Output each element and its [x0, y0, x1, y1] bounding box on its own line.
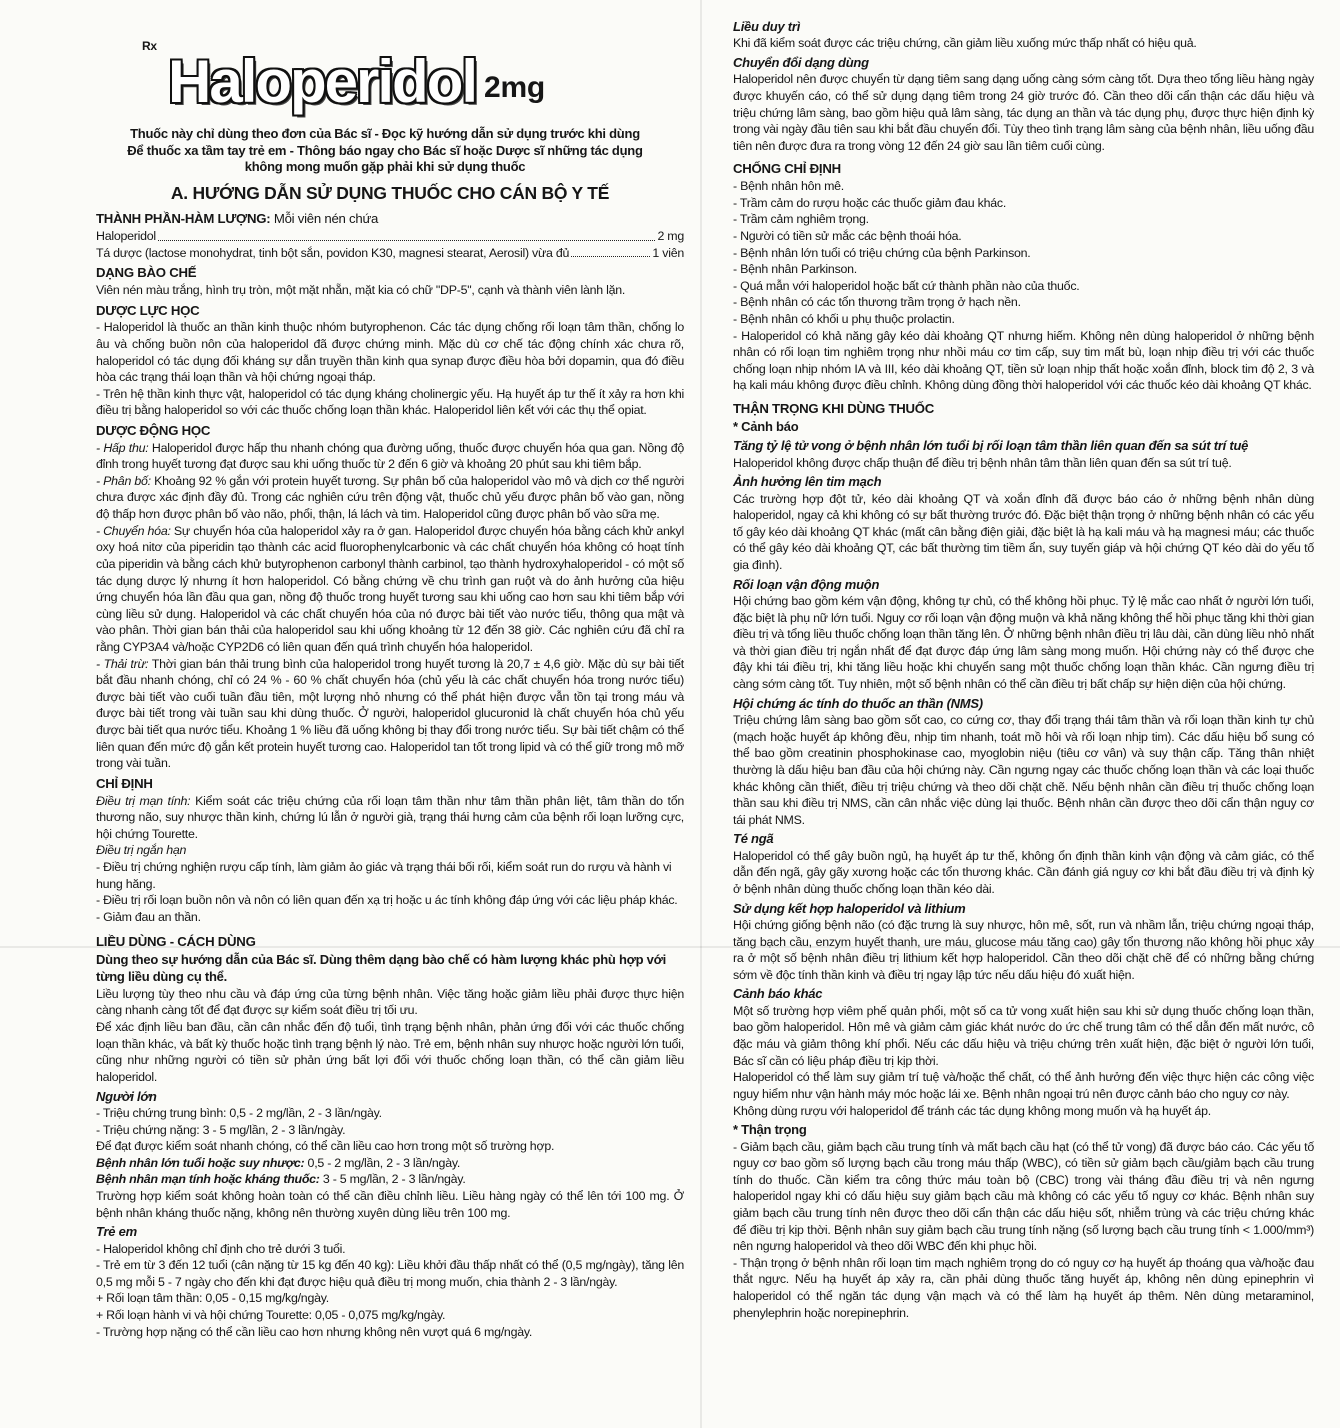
- other-warnings-heading: Cảnh báo khác: [733, 986, 823, 1002]
- dosage-child-item: - Trường hợp nặng có thể cần liều cao hơn nhưng không nên vượt quá 6 mg/ngày.: [96, 1324, 533, 1339]
- dosage-elderly-text: 0,5 - 2 mg/lần, 2 - 3 lần/ngày.: [304, 1155, 461, 1170]
- pk-label: - Phân bố:: [96, 473, 151, 488]
- dosage-elderly-label: Bệnh nhân lớn tuổi hoặc suy nhược:: [96, 1155, 305, 1170]
- contraindication-item: - Quá mẫn với haloperidol hoặc bất cứ thành phần nào của thuốc.: [733, 278, 1080, 293]
- section-a-title: A. HƯỚNG DẪN SỬ DỤNG THUỐC CHO CÁN BỘ Y TẾ: [170, 182, 610, 203]
- contraindication-item: - Bệnh nhân có khối u phụ thuộc prolactin.: [733, 312, 955, 327]
- caution-paragraph: - Giảm bạch cầu, giảm bạch cầu trung tính và mất bạch cầu hạt (có thể tử vong) đã được báo cáo. Các yếu tố nguy cơ bao gồm số lượng bạch cầu trong máu thấp (WBC), có tiền sử giảm bạch cầu/giảm bạch cầu trung tính do thuốc. Cần kiểm tra công thức máu toàn bộ (CBC) trong vài tháng đầu điều trị và nên ngưng haloperidol ngay khi có dấu hiệu suy giảm bạch cầu mà không có các yếu tố nguy cơ khác. Bệnh nhân suy giảm bạch cầu trung tính nên được theo dõi cẩn thận các dấu hiệu sốt, nhiễm trùng và các triệu chứng khác để điều trị kịp thời. Bệnh nhân suy giảm bạch cầu trung tính nặng (số lượng bạch cầu trung tính < 1.000/mm³) nên ngưng haloperidol và theo dõi WBC đến khi phục hồi.: [733, 1139, 1314, 1254]
- dosage-paragraph: Liều lượng tùy theo nhu cầu và đáp ứng của từng bệnh nhân. Việc tăng hoặc giảm liều phải được thực hiện càng nhanh càng tốt để đạt được sự kiểm soát điều trị tối ưu.: [96, 986, 684, 1018]
- pk-elimination: [96, 656, 684, 772]
- dosage-chronic-note: Trường hợp kiểm soát không hoàn toàn có thể cần điều chỉnh liều. Liều hàng ngày có thể lên tới 100 mg. Ở bệnh nhân kháng thuốc nặng, không nên thường xuyên dùng liều trên 100 mg.: [96, 1188, 684, 1220]
- pk-text: Sự chuyển hóa của haloperidol xảy ra ở gan. Haloperidol được chuyển hóa bằng cách khử ankyl oxy hoá nitơ của piperidin tạo thành các acid fluorophenylcarbonic và các chất chuyển hóa không có hoạt tính của piperidin và bằng cách khử butyrophenon carbonyl thành carbinol, tạo thành hydroxyhaloperidol - có một số tác dụng dược lý nhưng ít hơn haloperidol. Có bằng chứng về chu trình gan ruột và do ảnh hưởng của hiệu ứng chuyển hóa lần đầu qua gan, nồng độ thuốc trong huyết tương sau khi uống cao hơn sau khi tiêm bắp với cùng liều sử dụng. Haloperidol và các chất chuyển hóa của nó được bài tiết vào nước tiểu, thông qua mật và vào phân. Thời gian bán thải của haloperidol sau khi uống khoảng từ 12 đến 38 giờ. Các nghiên cứu đã chỉ ra rằng CYP3A4 và/hoặc CYP2D6 có liên quan đến quá trình chuyển hóa haloperidol.: [96, 523, 684, 654]
- composition-intro: Mỗi viên nén chứa: [273, 211, 379, 227]
- dosage-form-heading: DẠNG BÀO CHẾ: [96, 265, 197, 281]
- tardive-text: Hội chứng bao gồm kém vận động, không tự chủ, có thể không hồi phục. Tỷ lệ mắc cao nhất ở người lớn tuổi, đặc biệt là phụ nữ lớn tuổi. Nguy cơ rối loạn vận động muộn và khả năng không thể hồi phục tăng khi thời gian điều trị và tổng liều thuốc chống loạn thần tăng lên. Ở những bệnh nhân điều trị lâu dài, cần dùng liều nhỏ nhất và thời gian điều trị ngắn nhất để đạt được đáp ứng lâm sàng mong muốn. Hội chứng này có thể được che đậy khi tái điều trị, khi tăng liều hoặc khi chuyển sang một thuốc chống loạn thần khác. Cần ngưng điều trị càng sớm càng tốt. Tuy nhiên, một số bệnh nhân có thể cần điều trị bất chấp sự hiện diện của hội chứng.: [733, 594, 1314, 692]
- contraindication-item: - Bệnh nhân Parkinson.: [733, 262, 857, 277]
- dosage-heading: LIỀU DÙNG - CÁCH DÙNG: [96, 934, 256, 950]
- indication-chronic-text: Kiểm soát các triệu chứng của rối loạn tâm thần như tâm thần phân liệt, tâm thần do tổn thương não, suy nhược thần kinh, chứng lú lẫn ở người già, trạng thái hưng cảm của bệnh rối loạn lưỡng cực, hội chứng Tourette.: [96, 793, 684, 841]
- prescription-warning: [126, 126, 644, 176]
- right-column: [733, 18, 1314, 1321]
- maintenance-heading: Liều duy trì: [733, 19, 801, 34]
- indication-chronic: [96, 793, 684, 843]
- lithium-heading: Sử dụng kết hợp haloperidol và lithium: [733, 900, 966, 916]
- fall-text: Haloperidol có thể gây buồn ngủ, hạ huyết áp tư thế, không ổn định thần kinh vận động và cảm giác, có thể dẫn đến ngã, gây gãy xương hoặc các tổn thương khác. Cần đánh giá nguy cơ khi bắt đầu điều trị và định kỳ ở bệnh nhân dùng thuốc chống loạn thần kéo dài.: [733, 848, 1314, 896]
- lithium-text: Hội chứng giống bệnh não (có đặc trưng là suy nhược, hôn mê, sốt, run và nhầm lẫn, triệu chứng ngoại tháp, tăng bạch cầu, enzym huyết thanh, ure máu, glucose máu tăng cao) gây tổn thương não không hồi phục xảy ra ở một số bệnh nhân điều trị lithium kết hợp haloperidol. Cần theo dõi chặt chẽ để có những bằng chứng sớm về độc tính thần kinh và điều trị ngay lập tức nếu dấu hiệu đó xuất hiện.: [733, 918, 1314, 982]
- pharmacokinetics-heading: DƯỢC ĐỘNG HỌC: [96, 422, 211, 438]
- rx-mark: Rx: [142, 39, 157, 53]
- warning-line-1: Thuốc này chỉ dùng theo đơn của Bác sĩ - Đọc kỹ hướng dẫn sử dụng trước khi dùng: [130, 126, 640, 142]
- pk-absorption: [96, 440, 684, 473]
- pk-metabolism: [96, 523, 684, 656]
- pk-text: Khoảng 92 % gắn với protein huyết tương. Sự phân bố của haloperidol vào mô và dịch cơ thể người chưa được xác định đầy đủ. Trong các nghiên cứu trên động vật, thuốc chủ yếu được phân bố vào gan, nồng độ thấp hơn được phân bố vào não, phổi, thận, lá lách và tim. Haloperidol cũng được phân bố vào sữa mẹ.: [96, 473, 684, 522]
- indication-chronic-label: Điều trị mạn tính:: [96, 793, 191, 808]
- mortality-heading: Tăng tỷ lệ tử vong ở bệnh nhân lớn tuổi bị rối loạn tâm thần liên quan đến sa sút trí tuệ: [733, 438, 1249, 454]
- dosage-adult-item: Để đạt được kiểm soát nhanh chóng, có thể cần liều cao hơn trong một số trường hợp.: [96, 1139, 555, 1154]
- composition-row: [96, 228, 684, 245]
- composition-row-label: Haloperidol: [96, 229, 156, 244]
- brand-name: Haloperidol: [168, 48, 477, 116]
- cardio-text: Các trường hợp đột tử, kéo dài khoảng QT và xoắn đỉnh đã được báo cáo ở những bệnh nhân dùng haloperidol, ngay cả khi không có sự bất thường trước đó. Đặc biệt thận trọng ở những bệnh nhân có các yếu tố gây kéo dài khoảng QT khác (mất cân bằng điện giải, đặc biệt là hạ kali máu và hạ magnesi máu; các thuốc có thể gây kéo dài khoảng QT, các bất thường tim tiềm ẩn, suy tuyến giáp và hội chứng QT kéo dài do yếu tố gia đình).: [733, 491, 1314, 573]
- composition-section: [96, 210, 684, 228]
- warning-label: * Cảnh báo: [733, 418, 799, 434]
- nms-text: Triệu chứng lâm sàng bao gồm sốt cao, co cứng cơ, thay đổi trạng thái tâm thần và rối loạn thần kinh tự chủ (mạch hoặc huyết áp không đều, nhịp tim nhanh, toát mồ hôi và rối loạn nhịp tim). Các dấu hiệu bổ sung có thể bao gồm creatinin phosphokinase cao, myoglobin niệu (tiêu cơ vân) và suy thận cấp. Tăng thân nhiệt thường là dấu hiệu ban đầu của hội chứng này. Cần ngưng ngay các thuốc chống loạn thần và các loại thuốc khác không cần thiết, điều trị triệu chứng và theo dõi chặt chẽ. Nếu bệnh nhân cần điều trị thuốc chống loạn thần sau khi điều trị NMS, cần cân nhắc việc dùng lại thuốc. Bệnh nhân cần được theo dõi cẩn thận nguy cơ tái phát NMS.: [733, 713, 1314, 827]
- dosage-chronic-text: 3 - 5 mg/lần, 2 - 3 lần/ngày.: [319, 1172, 466, 1187]
- dosage-adult-item: - Triệu chứng nặng: 3 - 5 mg/lần, 2 - 3 lần/ngày.: [96, 1122, 346, 1137]
- pk-label: - Thải trừ:: [96, 656, 149, 671]
- dosage-paragraph: Để xác định liều ban đầu, cần cân nhắc đến độ tuổi, tình trạng bệnh nhân, phản ứng đối với các thuốc chống loạn thần khác, và bất kỳ thuốc hoặc tình trạng bệnh lý nào. Trẻ em, bệnh nhân suy nhược hoặc người lớn tuổi, cũng như những người có tiền sử phản ứng bất lợi đối với thuốc chống loạn thần, có thể cần giảm liều haloperidol.: [96, 1020, 684, 1084]
- indication-item: - Điều trị rối loạn buồn nôn và nôn có liên quan đến xạ trị hoặc u ác tính không đáp ứng với các liệu pháp khác.: [96, 893, 678, 908]
- dosage-elderly: [96, 1155, 684, 1172]
- dosage-child-item: + Rối loạn tâm thần: 0,05 - 0,15 mg/kg/ngày.: [96, 1291, 329, 1306]
- dosage-children-label: Trẻ em: [96, 1224, 137, 1240]
- cardio-heading: Ảnh hưởng lên tim mạch: [733, 474, 882, 490]
- maintenance-text: Khi đã kiểm soát được các triệu chứng, cần giảm liều xuống mức thấp nhất có hiệu quả.: [733, 36, 1197, 51]
- contraindication-item: - Bệnh nhân hôn mê.: [733, 179, 844, 194]
- dot-leader: [571, 256, 650, 257]
- brand-title: [168, 48, 684, 116]
- composition-row: [96, 245, 684, 262]
- fall-heading: Té ngã: [733, 831, 774, 847]
- dosage-child-item: + Rối loạn hành vi và hội chứng Tourette: 0,05 - 0,075 mg/kg/ngày.: [96, 1308, 446, 1323]
- contraindication-item: - Haloperidol có khả năng gây kéo dài khoảng QT nhưng hiếm. Không nên dùng haloperidol ở những bệnh nhân có rối loạn tim nghiêm trọng như nhồi máu cơ tim cấp, suy tim mất bù, loạn nhịp điều trị với các thuốc chống loạn nhịp nhóm IA và III, kéo dài khoảng QT, tiền sử loạn nhịp thất hoặc xoắn đỉnh, block tim độ 2, 3 và hạ kali máu không được điều chỉnh. Không dùng đồng thời haloperidol với các thuốc kéo dài khoảng QT khác.: [733, 328, 1314, 393]
- indication-item: - Điều trị chứng nghiện rượu cấp tính, làm giảm ảo giác và trạng thái bối rối, kiểm soát run do rượu và hành vi hung hăng.: [96, 859, 672, 891]
- composition-row-value: 2 mg: [657, 229, 684, 244]
- contraindication-item: - Trầm cảm nghiêm trọng.: [733, 212, 869, 227]
- indication-short-label: Điều trị ngắn hạn: [96, 843, 187, 858]
- pk-label: - Hấp thu:: [96, 440, 149, 455]
- mortality-text: Haloperidol không được chấp thuận để điều trị bệnh nhân tâm thần liên quan đến sa sút trí tuệ.: [733, 455, 1232, 470]
- contraindication-item: - Người có tiền sử mắc các bệnh thoái hóa.: [733, 228, 962, 243]
- other-warning-paragraph: Một số trường hợp viêm phế quản phổi, một số ca tử vong xuất hiện sau khi sử dụng thuốc chống loạn thần, bao gồm haloperidol. Hôn mê và giảm cảm giác khát nước do ức chế trung tâm có thể dẫn đến mất nước, cô đặc máu và giảm thông khí phổi. Nếu các dấu hiệu và triệu chứng trên xuất hiện, đặc biệt ở người lớn tuổi, Bác sĩ cần có liệu pháp điều trị kịp thời.: [733, 1003, 1314, 1068]
- contraindications-heading: CHỐNG CHỈ ĐỊNH: [733, 161, 841, 177]
- dosage-child-item: - Haloperidol không chỉ định cho trẻ dưới 3 tuổi.: [96, 1241, 346, 1256]
- dosage-adults-label: Người lớn: [96, 1088, 157, 1104]
- composition-heading: THÀNH PHẦN-HÀM LƯỢNG:: [96, 211, 271, 227]
- dosage-child-item: - Trẻ em từ 3 đến 12 tuổi (cân nặng từ 15 kg đến 40 kg): Liều khởi đầu thấp nhất có thể (0,5 mg/ngày), tăng lên 0,5 mg mỗi 5 - 7 ngày cho đến khi đạt được hiệu quả điều trị mong muốn, chia thành 2 - 3 lần/ngày.: [96, 1258, 684, 1289]
- indication-item: - Giảm đau an thần.: [96, 909, 201, 924]
- contraindication-item: - Bệnh nhân lớn tuổi có triệu chứng của bệnh Parkinson.: [733, 245, 1031, 260]
- left-column: [96, 0, 684, 1340]
- pk-label: - Chuyển hóa:: [96, 523, 171, 538]
- precautions-heading: THẬN TRỌNG KHI DÙNG THUỐC: [733, 401, 935, 417]
- other-warning-paragraph: Không dùng rượu với haloperidol để tránh các tác dụng không mong muốn và hạ huyết áp.: [733, 1103, 1211, 1118]
- warning-line-2: Để thuốc xa tầm tay trẻ em - Thông báo ngay cho Bác sĩ hoặc Dược sĩ những tác dụng không mong muốn gặp phải khi sử dụng thuốc: [127, 142, 643, 175]
- tardive-heading: Rối loạn vận động muộn: [733, 576, 880, 592]
- pharmacodynamics-heading: DƯỢC LỰC HỌC: [96, 302, 200, 318]
- composition-row-label: Tá dược (lactose monohydrat, tinh bột sắn, povidon K30, magnesi stearat, Aerosil) vừa đủ: [96, 245, 570, 260]
- pk-text: Thời gian bán thải trung bình của haloperidol trong huyết tương là 20,7 ± 4,6 giờ. Mặc dù sự bài tiết bắt đầu nhanh chóng, chỉ có 24 % - 60 % chất chuyển hóa (chủ yếu là các chất chuyển hóa trong nước tiểu) được bài tiết vào cuối tuần đầu tiên, một lượng nhỏ nhưng có thể phát hiện được vẫn tồn tại trong máu và được bài tiết trong vài tuần sau khi dùng thuốc. Ở người, haloperidol glucuronid là chất chuyển hóa chủ yếu được bài tiết qua nước tiểu. Khoảng 1 % liều đã uống không bị thay đổi trong nước tiểu. Sự bài tiết chậm có thể liên quan đến mức độ gắn kết protein huyết tương cao. Haloperidol tan tốt trong lipid và có thể giữ trong mô mỡ trong vài tuần.: [96, 656, 684, 771]
- brand-strength: 2mg: [484, 70, 545, 104]
- pk-text: Haloperidol được hấp thu nhanh chóng qua đường uống, thuốc được chuyển hóa qua gan. Nồng độ đỉnh trong huyết tương đạt được sau khi uống thuốc từ 2 đến 6 giờ và khoảng 20 phút sau khi tiêm bắp.: [96, 440, 684, 472]
- dosage-chronic-label: Bệnh nhân mạn tính hoặc kháng thuốc:: [96, 1172, 320, 1187]
- caution-label: * Thận trọng: [733, 1122, 807, 1138]
- pharmacodynamics-paragraph: - Trên hệ thần kinh thực vật, haloperidol có tác dụng kháng cholinergic yếu. Hạ huyết áp tư thế ít xảy ra hơn khi điều trị bằng haloperidol so với các thuốc chống loạn thần khác. Haloperidol liên kết với các thụ thể opiat.: [96, 386, 684, 418]
- paper-center-fold: [700, 0, 702, 1428]
- switching-text: Haloperidol nên được chuyển từ dạng tiêm sang dạng uống càng sớm càng tốt. Dựa theo tổng liều hàng ngày được khuyến cáo, có thể sử dụng dạng tiêm trong 24 giờ trước đó. Cần theo dõi cẩn thận các dấu hiệu và triệu chứng lâm sàng, bao gồm hiệu quả lâm sàng, tác dụng an thần và tác dụng phụ, được thực hiện định kỳ trong vài ngày đầu tiên sau khi bắt đầu chuyển đổi. Tùy theo tình trạng lâm sàng của bệnh nhân, liều uống đầu tiên nên được đưa ra trong vòng 12 đến 24 giờ sau lần tiêm cuối cùng.: [733, 72, 1314, 153]
- pharmacodynamics-paragraph: - Haloperidol là thuốc an thần kinh thuộc nhóm butyrophenon. Các tác dụng chống rối loạn tâm thần, chống lo âu và chống buồn nôn của haloperidol đã được chứng minh. Mặc dù cơ chế tác động chính xác chưa rõ, haloperidol có tác dụng đối kháng sự dẫn truyền thần kinh qua synap được điều hòa bởi dopamin, qua đó điều hòa các trạng thái loạn thần và hội chứng ngoại tháp.: [96, 320, 684, 385]
- other-warning-paragraph: Haloperidol có thể làm suy giảm trí tuệ và/hoặc thể chất, có thể ảnh hưởng đến việc thực hiện các công việc nguy hiểm như vận hành máy móc hoặc lái xe. Bệnh nhân ngoại trú nên được cảnh báo cho nguy cơ này.: [733, 1070, 1314, 1101]
- composition-row-value: 1 viên: [652, 245, 684, 260]
- nms-heading: Hội chứng ác tính do thuốc an thần (NMS): [733, 695, 983, 711]
- switching-heading: Chuyển đổi dạng dùng: [733, 55, 869, 71]
- dosage-chronic: [96, 1171, 684, 1188]
- pk-distribution: [96, 473, 684, 523]
- contraindication-item: - Bệnh nhân có các tổn thương trầm trọng ở hạch nền.: [733, 295, 1021, 310]
- dosage-adult-item: - Triệu chứng trung bình: 0,5 - 2 mg/lần, 2 - 3 lần/ngày.: [96, 1105, 382, 1120]
- contraindication-item: - Trầm cảm do rượu hoặc các thuốc giảm đau khác.: [733, 195, 1007, 210]
- indications-heading: CHỈ ĐỊNH: [96, 775, 153, 791]
- dot-leader: [158, 240, 656, 241]
- caution-paragraph: - Thận trọng ở bệnh nhân rối loạn tim mạch nghiêm trọng do có nguy cơ hạ huyết áp thoáng qua và/hoặc đau thắt ngực. Nếu hạ huyết áp xảy ra, cần phải dùng thuốc tăng huyết áp, không nên dùng epinephrin vì haloperidol có thể ngăn tác dụng vận mạch và có thể làm hạ huyết áp thêm. Nên dùng metaraminol, phenylephrin hoặc norepinephrin.: [733, 1255, 1314, 1320]
- dosage-form-text: Viên nén màu trắng, hình trụ tròn, một mặt nhẵn, mặt kia có chữ "DP-5", cạnh và thành viên lành lặn.: [96, 282, 626, 297]
- dosage-lead: Dùng theo sự hướng dẫn của Bác sĩ. Dùng thêm dạng bào chế có hàm lượng khác phù hợp với từng liều dùng cụ thể.: [96, 952, 667, 985]
